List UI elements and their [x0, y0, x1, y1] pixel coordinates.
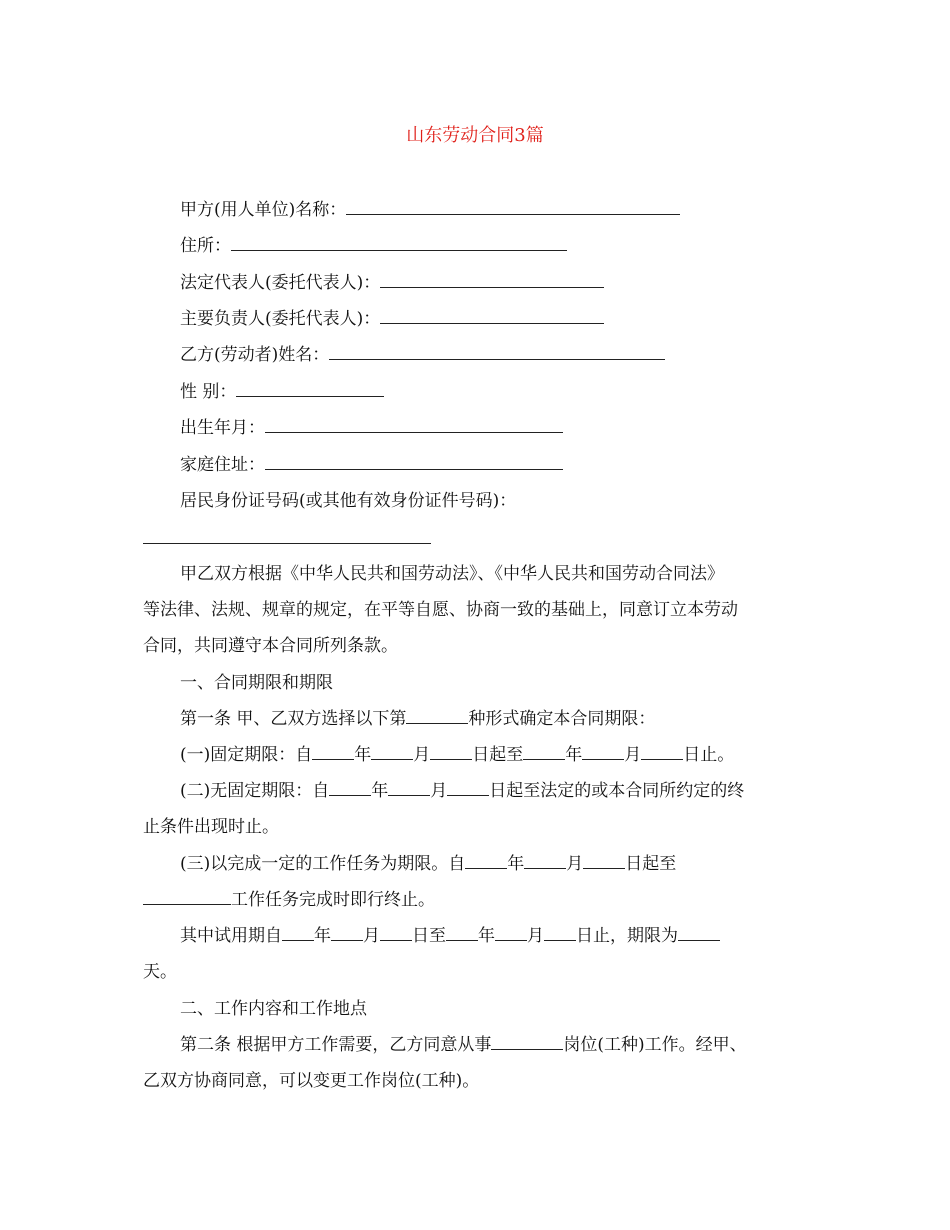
legal-rep-blank — [380, 271, 604, 288]
document-title: 山东劳动合同3篇 — [406, 125, 544, 146]
intro-line-2: 等法律、法规、规章的规定，在平等自愿、协商一致的基础上，同意订立本劳动 — [143, 600, 738, 620]
worker-name-blank — [329, 343, 665, 360]
id-number-blank — [143, 543, 431, 544]
fixed-end-day-blank — [641, 743, 683, 760]
employer-name-blank — [346, 198, 680, 215]
principal-label: 主要负责人(委托代表人)： — [180, 309, 381, 329]
from-to-text: 日起至 — [472, 745, 524, 765]
worker-name-label: 乙方(劳动者)姓名： — [180, 345, 330, 365]
task-term-line-2 — [143, 888, 435, 912]
task-term-line — [180, 852, 676, 876]
year-text: 年 — [478, 926, 495, 946]
article-2-line-2: 乙双方协商同意，可以变更工作岗位(工种)。 — [143, 1071, 480, 1091]
open-start-day-blank — [447, 779, 489, 796]
month-text: 月 — [566, 854, 584, 874]
open-term-line — [180, 779, 744, 803]
open-start-month-blank — [388, 779, 430, 796]
month-text: 月 — [624, 745, 642, 765]
article-1-text-a: 第一条 甲、乙双方选择以下第 — [180, 709, 407, 729]
trial-start-year-blank — [282, 924, 314, 941]
trial-period-line — [180, 924, 720, 948]
trial-end-text: 日止，期限为 — [576, 926, 678, 946]
fixed-end-month-blank — [582, 743, 624, 760]
task-term-label: (三)以完成一定的工作任务为期限。自 — [180, 854, 466, 874]
end-text: 日止。 — [683, 745, 735, 765]
home-address-label: 家庭住址： — [180, 455, 265, 475]
year-text: 年 — [371, 781, 389, 801]
principal-blank — [380, 307, 604, 324]
article-1-form-blank — [406, 707, 468, 724]
article-1-line — [180, 707, 655, 731]
task-description-blank — [143, 888, 231, 905]
fixed-end-year-blank — [523, 743, 565, 760]
fixed-start-month-blank — [371, 743, 413, 760]
home-address-line — [180, 453, 563, 477]
trial-start-day-blank — [380, 924, 412, 941]
task-term-tail: 工作任务完成时即行终止。 — [231, 890, 435, 910]
intro-line-3: 合同，共同遵守本合同所列条款。 — [143, 636, 398, 656]
year-text: 年 — [354, 745, 372, 765]
month-text: 月 — [430, 781, 448, 801]
address-blank — [231, 234, 567, 251]
employer-name-line — [180, 198, 680, 222]
address-label: 住所： — [180, 236, 231, 256]
trial-start-month-blank — [331, 924, 363, 941]
trial-end-year-blank — [446, 924, 478, 941]
fixed-term-line — [180, 743, 734, 767]
id-number-label: 居民身份证号码(或其他有效身份证件号码)： — [180, 491, 517, 511]
gender-blank — [236, 380, 384, 397]
employer-name-label: 甲方(用人单位)名称： — [180, 200, 347, 220]
article-2-text-a: 第二条 根据甲方工作需要，乙方同意从事 — [180, 1035, 492, 1055]
gender-line — [180, 380, 384, 404]
trial-end-month-blank — [495, 924, 527, 941]
month-text: 月 — [363, 926, 380, 946]
principal-line — [180, 307, 604, 331]
task-start-month-blank — [524, 852, 566, 869]
year-text: 年 — [507, 854, 525, 874]
address-line — [180, 234, 567, 258]
trial-period-line-2: 天。 — [143, 962, 177, 982]
legal-rep-label: 法定代表人(委托代表人)： — [180, 273, 381, 293]
gender-label: 性 别： — [180, 382, 237, 402]
article-2-line — [180, 1033, 747, 1057]
task-start-year-blank — [465, 852, 507, 869]
id-number-line — [180, 489, 516, 513]
article-2-text-b: 岗位(工种)工作。经甲、 — [563, 1035, 747, 1055]
worker-name-line — [180, 343, 665, 367]
year-text: 年 — [314, 926, 331, 946]
birth-blank — [265, 416, 563, 433]
legal-rep-line — [180, 271, 604, 295]
open-term-tail: 日起至法定的或本合同所约定的终 — [489, 781, 745, 801]
month-text: 月 — [413, 745, 431, 765]
article-1-text-b: 种形式确定本合同期限： — [468, 709, 656, 729]
trial-to-text: 日至 — [412, 926, 446, 946]
section-2-heading: 二、工作内容和工作地点 — [180, 999, 367, 1019]
task-start-day-blank — [583, 852, 625, 869]
fixed-start-year-blank — [312, 743, 354, 760]
trial-period-label: 其中试用期自 — [180, 926, 282, 946]
year-text: 年 — [565, 745, 583, 765]
month-text: 月 — [527, 926, 544, 946]
job-position-blank — [491, 1033, 563, 1050]
fixed-term-label: (一)固定期限：自 — [180, 745, 313, 765]
intro-line-1: 甲乙双方根据《中华人民共和国劳动法》、《中华人民共和国劳动合同法》 — [180, 564, 724, 584]
open-start-year-blank — [329, 779, 371, 796]
birth-label: 出生年月： — [180, 418, 265, 438]
open-term-label: (二)无固定期限：自 — [180, 781, 330, 801]
trial-end-day-blank — [544, 924, 576, 941]
open-term-line-2: 止条件出现时止。 — [143, 817, 279, 837]
birth-line — [180, 416, 563, 440]
fixed-start-day-blank — [430, 743, 472, 760]
task-from-text: 日起至 — [625, 854, 677, 874]
trial-days-blank — [678, 924, 720, 941]
home-address-blank — [265, 453, 563, 470]
section-1-heading: 一、合同期限和期限 — [180, 673, 333, 693]
